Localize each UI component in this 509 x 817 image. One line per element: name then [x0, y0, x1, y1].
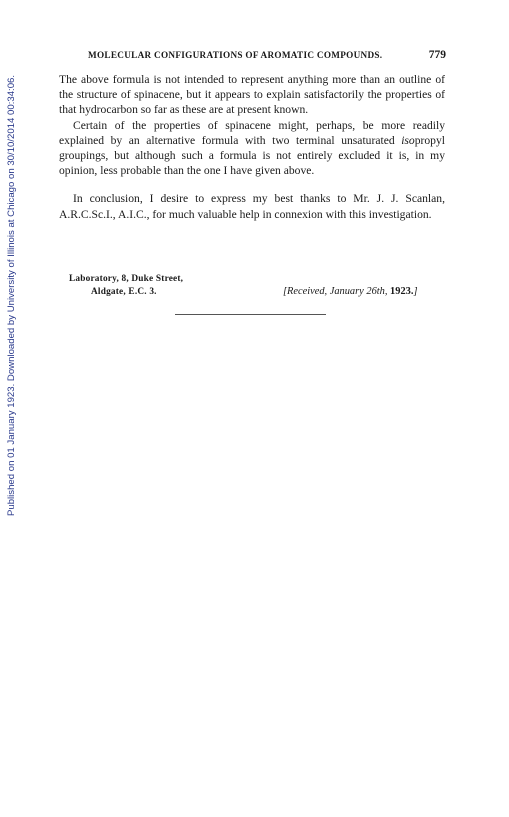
received-year: 1923. — [390, 286, 414, 297]
received-label: Received, January 26th, — [287, 286, 391, 297]
page-header — [88, 48, 446, 62]
running-head: MOLECULAR CONFIGURATIONS OF AROMATIC COMPOUNDS. — [88, 50, 383, 60]
paragraph-2-part-2: propyl groupings, but although such a formula is not entirely excluded it is, in my opinion, less probable than the one I have given above. — [59, 133, 445, 178]
page-number: 779 — [428, 49, 446, 61]
end-rule — [175, 314, 326, 315]
received-date — [283, 286, 417, 297]
paragraph-2-part-1: Certain of the properties of spinacene might, perhaps, be more readily explained by an alternative formula with two terminal unsaturated — [59, 118, 445, 147]
paragraph-2-italic: iso — [401, 133, 415, 147]
received-close-bracket: ] — [413, 286, 418, 297]
acknowledgement-paragraph: In conclusion, I desire to express my best thanks to Mr. J. J. Scanlan, A.R.C.Sc.I., A.I.C., for much valuable help in connexion with this investigation. — [59, 192, 445, 221]
address-line-1: Laboratory, 8, Duke Street, — [69, 274, 184, 284]
article-body — [59, 72, 445, 222]
paragraph-1: The above formula is not intended to represent anything more than an outline of the structure of spinacene, but it appears to explain satisfactorily the properties of that hydrocarbon so far as these are at present known. — [59, 73, 445, 117]
received-open-bracket: [ — [283, 286, 288, 297]
paragraph-2 — [59, 118, 445, 179]
download-watermark — [3, 60, 21, 530]
address-line-2: Aldgate, E.C. 3. — [91, 286, 157, 297]
download-watermark-text: Published on 01 January 1923. Downloaded by University of Illinois at Chicago on 30/10/2014 00:34:06. — [6, 74, 18, 516]
